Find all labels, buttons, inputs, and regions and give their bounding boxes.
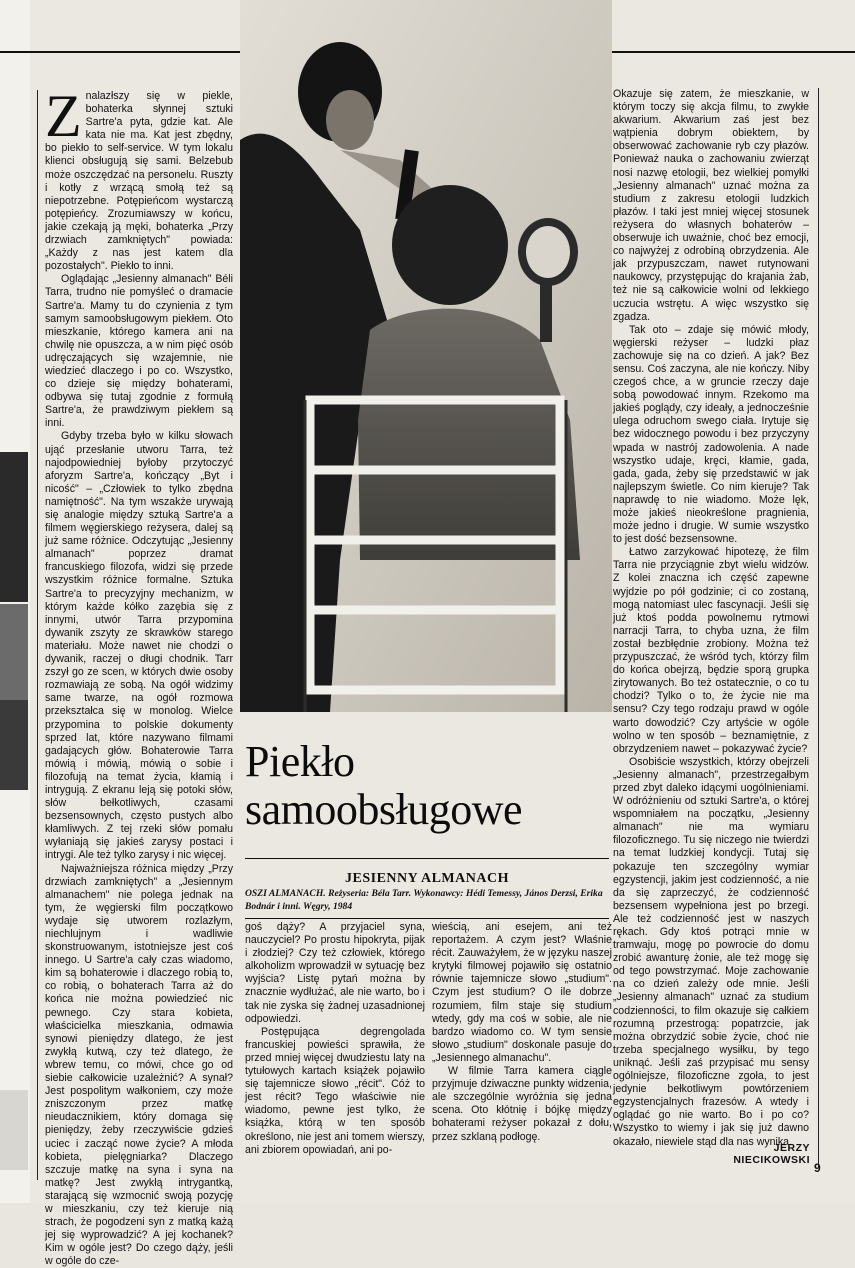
top-rule-left [0,51,240,53]
paragraph: nalazłszy się w piekle, bohaterka słynnej sztuki Sartre'a pyta, gdzie kat. Ale kata nie ma. Kat jest zbędny, bo piekło to self-service. W tym lokalu klienci obsługują się sami. Belzebub może oszczędzać na personelu. Ruszty i kotły z wrzącą smołą też są niepotrzebne. Potępieńcom wystarczą potępieńcy. Zrozumiawszy w końcu, jakie czekają ją męki, bohaterka „Przy drzwiach zamkniętych" powiada: „Każdy z nas jest katem dla pozostałych". Piekło to inni. [45,90,233,273]
paragraph: Postępująca degrengolada francuskiej powieści sprawiła, że przed mniej więcej dwudziestu laty na tytułowych kartach książek pojawiło się tajemnicze słowo „récit". Cóż to jest récit? Tego właściwie nie wiadomo, pewne jest tylko, że książka, którą w ten sposób określono, nie jest ani tomem wierszy, ani zbiorem opowiadań, ani po- [245,1025,425,1156]
author-byline [700,1142,810,1166]
paragraph: wieścią, ani esejem, ani też reportażem. A czym jest? Właśnie récit. Zauważyłem, że w języku naszej krytyki filmowej pojawiło się ostatnio równie tajemnicze słowo „studium". Czym jest studium? O ile dobrze rozumiem, film staje się studium wtedy, gdy ma coś w sobie, ale nie bardzo wiadomo co. W tym sensie słowo „studium" doskonale pasuje do „Jesiennego almanachu". [432,921,612,1064]
column-rule [818,88,819,1168]
drop-cap: Z [45,83,82,149]
author-last-name: NIECIKOWSKI [733,1154,810,1166]
paragraph: Osobiście wszystkich, którzy obejrzeli „Jesienny almanach", przestrzegałbym przed zbyt daleko idącymi uogólnieniami. W odróżnieniu od sztuki Sartre'a, o której wspomniałem na początku, „Jesienny almanach" nie ma wymiaru filozoficznego. Tu się niczego nie twierdzi na temat ludzkiej kondycji. Tutaj się pokazuje ten szczególny wymiar egzystencji, jakim jest codzienność, a nie da się zaprzeczyć, że codzienność bezsensem wypełniona jest po brzegi. Ale też codzienność jest w naszych rękach. Gdy ktoś potrąci mnie w tramwaju, mogę po powrocie do domu zrobić awanturę żonie, ale też mogę się od tego powstrzymać. Moje zachowanie na co dzień zależy ode mnie. Jeśli „Jesienny almanach" uznać za studium codzienności, to film okazuje się całkiem rozumną przestrogą: popatrzcie, jak można obrzydzić sobie życie, choć nie trzeba specjalnego wysiłku, by tego uniknąć. Jeśli zaś przypisać mu sensy ogólniejsze, filozoficzne zgoła, to jest jedynie bełkotliwym powtórzeniem egzystencjalnych frazesów. A wtedy i oglądać go nie warto. Bo i po co? Wszystko to wiemy i jak się już dawno okazało, niewiele stąd dla nas wynika. [613,755,809,1148]
edge-image-fragment [0,604,28,700]
review-rule-bottom [245,918,609,919]
paragraph: Tak oto – zdaje się mówić młody, węgierski reżyser – ludzki płaz zachowuje się na co dzień. A jak? Bez sensu. Coś zaczyna, ale nie kończy. Niby czegoś chce, a w gruncie rzeczy daje sobą powodować innym. Rzekomo ma jakieś poglądy, czy ideały, a jednocześnie ulega odruchom swego ciała. Irytuje się bez widocznego powodu i bez przyczyny wpada w nastrój zadowolenia. A nade wszystko udaje, kręci, kłamie, gada, gada, gada, żeby się przedstawić w jak najlepszym świetle. Co nim kieruje? Tak naprawdę to nie wiadomo. Może lęk, może jakieś nieokreślone pragnienia, może jedno i drugie. W sumie wszystko to jest dość bezsensowne. [613,323,809,546]
paragraph: Gdyby trzeba było w kilku słowach ująć przesłanie utworu Tarra, też najodpowiedniej byłoby przytoczyć aforyzm Sartre'a, kończący „Byt i nicość" – „Człowiek to tylko zbędna namiętność". Na tym wszakże urywają się analogie między sztuką Sartre'a a filmem węgierskiego reżysera, dalej są już same różnice. Odczytując „Jesienny almanach" poprzez dramat francuskiego filozofa, widzi się przede wszystkim różnice formalne. Sztuka Sartre'a to precyzyjny mechanizm, w którym każde kółko zazębia się z innymi, utwór Tarra przypomina dywanik zszyty ze skrawków starego materiału. Może nawet nie chodzi o dywanik, raczej o długi chodnik. Tarr zszył go ze scen, w których dwie osoby rozmawiają ze sobą. Na ogół widzimy same twarze, na ogół rozmowa przekształca się w monolog. Wielce przypomina to polskie dokumenty sprzed lat, które nazywano filmami gadających głów. Bohaterowie Tarra mówią i mówią, mówią o sobie i filozofują na temat życia, kłamią i intrygują. Z ekranu leją się potoki słów, słów bełkotliwych, czasami bezsensownych, często pustych albo kłamliwych. Z tej rzeki słów pomału wyłaniają się jakieś zarysy postaci i intrygi. Ale też tylko zarysy i nic więcej. [45,430,233,862]
edge-image-fragment [0,700,28,790]
paragraph: Najważniejsza różnica między „Przy drzwiach zamkniętych" a „Jesiennym almanachem" nie polega jednak na tym, że węgierski film początkowo wydaje się utworem rozlazłym, niechlujnym i wadliwie skonstruowanym, istotniejsze jest coś innego. U Sartre'a cały czas wiadomo, kim są bohaterowie i dlaczego robią to, co robią, o bohaterach Tarra aż do końca nie można powiedzieć nic pewnego. Czy stara kobieta, właścicielka mieszkania, odmawia synowi pieniędzy dlatego, że jest zwykłą kutwą, czy też dlatego, że wbrew temu, co mówi, chce go od siebie całkowicie uzależnić? A synał? Jest pospolitym wałkoniem, czy może zniszczonym przez matkę nieudacznikiem, który domaga się pieniędzy, żeby rzeczywiście gdzieś uciec i zacząć nowe życie? A młoda kobieta, pielęgniarka? Dlaczego szczuje matkę na syna i syna na matkę? Jest zwykłą intrygantką, starającą się wzmocnić swoją pozycję w mieszkaniu, czy też kieruje nią strach, że pogodzeni syn z matką każą jej się wyprowadzić? A jej kochanek? Kim w ogóle jest? Do czego dąży, jeśli w ogóle do cze- [45,862,233,1268]
paragraph: goś dąży? A przyjaciel syna, nauczyciel? Po prostu hipokryta, pijak i złodziej? Czy też człowiek, którego alkoholizm wprowadził w sytuację bez wyjścia? Listę pytań można by znacznie wydłużać, ale nie warto, bo i tak nie zyska się żadnej uzasadnionej odpowiedzi. [245,921,425,1025]
article-column-middle-1 [245,921,425,1157]
review-credits: OSZI ALMANACH. Reżyseria: Béla Tarr. Wykonawcy: Hédi Temessy, János Derzsi, Erika Bodnár i inni. Węgry, 1984 [245,888,603,912]
page-number: 9 [814,1161,821,1175]
review-title: JESIENNY ALMANACH [345,871,509,886]
column-rule [37,90,38,1180]
article-column-right [613,88,809,1149]
review-rule-top [245,858,609,859]
paragraph: W filmie Tarra kamera ciągle przyjmuje dziwaczne punkty widzenia, ale szczególnie wyróżnia się jedna scena. Oto kłótnię i bójkę między bohaterami reżyser pokazał z dołu, przez szklaną podłogę. [432,1065,612,1143]
paragraph: Łatwo zarzykować hipotezę, że film Tarra nie przyciągnie zbyt wielu widzów. Z kolei znaczna ich część zapewne wyjdzie po pół godzinie; ci co zostaną, mogą natomiast ulec fascynacji. Jeśli się już ktoś podda powolnemu rytmowi narracji Tarra, to chyba uzna, że film został bezbłędnie zrobiony. Można też przypuszczać, że wśród tych, którzy film do końca obejrzą, będzie sporą grupka zirytowanych. Bo też ostatecznie, o co tu chodzi? Tylko o to, że życie nie ma sensu? Czy tego rodzaju prawd w ogóle warto dowodzić? Czy artyście w ogóle wolno w ten sposób – beznamiętnie, z obrzydzeniem nawet – pokazywać życie? [613,546,809,755]
top-rule-right [612,51,855,53]
edge-image-fragment [0,1090,28,1170]
film-still-photo [240,0,612,712]
article-headline: Piekło samoobsługowe [245,737,523,834]
author-first-name: JERZY [773,1142,810,1154]
edge-image-fragment [0,452,28,602]
article-column-left [45,83,233,1268]
paragraph: Oglądając „Jesienny almanach" Béli Tarra, trudno nie pomyśleć o dramacie Sartre'a. Mamy tu do czynienia z tym samym samoobsługowym piekłem. Oto mieszkanie, którego kamera ani na chwilę nie opuszcza, a w nim pięć osób udręczających się wzajemnie, nie wiedzieć dlaczego i po co. Wszystko, co dzieje się między bohaterami, odbywa się tutaj zgodnie z formułą Sartre'a, że prawdziwym piekłem są inni. [45,273,233,430]
adjacent-page-edge [0,0,30,1203]
article-column-middle-2 [432,921,612,1144]
paragraph: Okazuje się zatem, że mieszkanie, w którym toczy się akcja filmu, to zwykłe akwarium. Akwarium zaś jest bez wątpienia dobrym obiektem, by obserwować zachowanie ryb czy płazów. Ponieważ nauka o zachowaniu zwierząt nosi nazwę etologii, bez wielkiej pomyłki „Jesienny almanach" uznać można za studium z zakresu etologii ludzkich płazów. I taki jest mniej więcej stosunek reżysera do własnych bohaterów – obserwuje ich uważnie, choć bez emocji, co najwyżej z odrobiną obrzydzenia. Ale jak przypuszczam, nawet rutynowani naukowcy, przystępując do krajania żab, też nie są całkowicie wolni od lekkiego uczucia wstrętu. A więc wszystko się zgadza. [613,88,809,323]
